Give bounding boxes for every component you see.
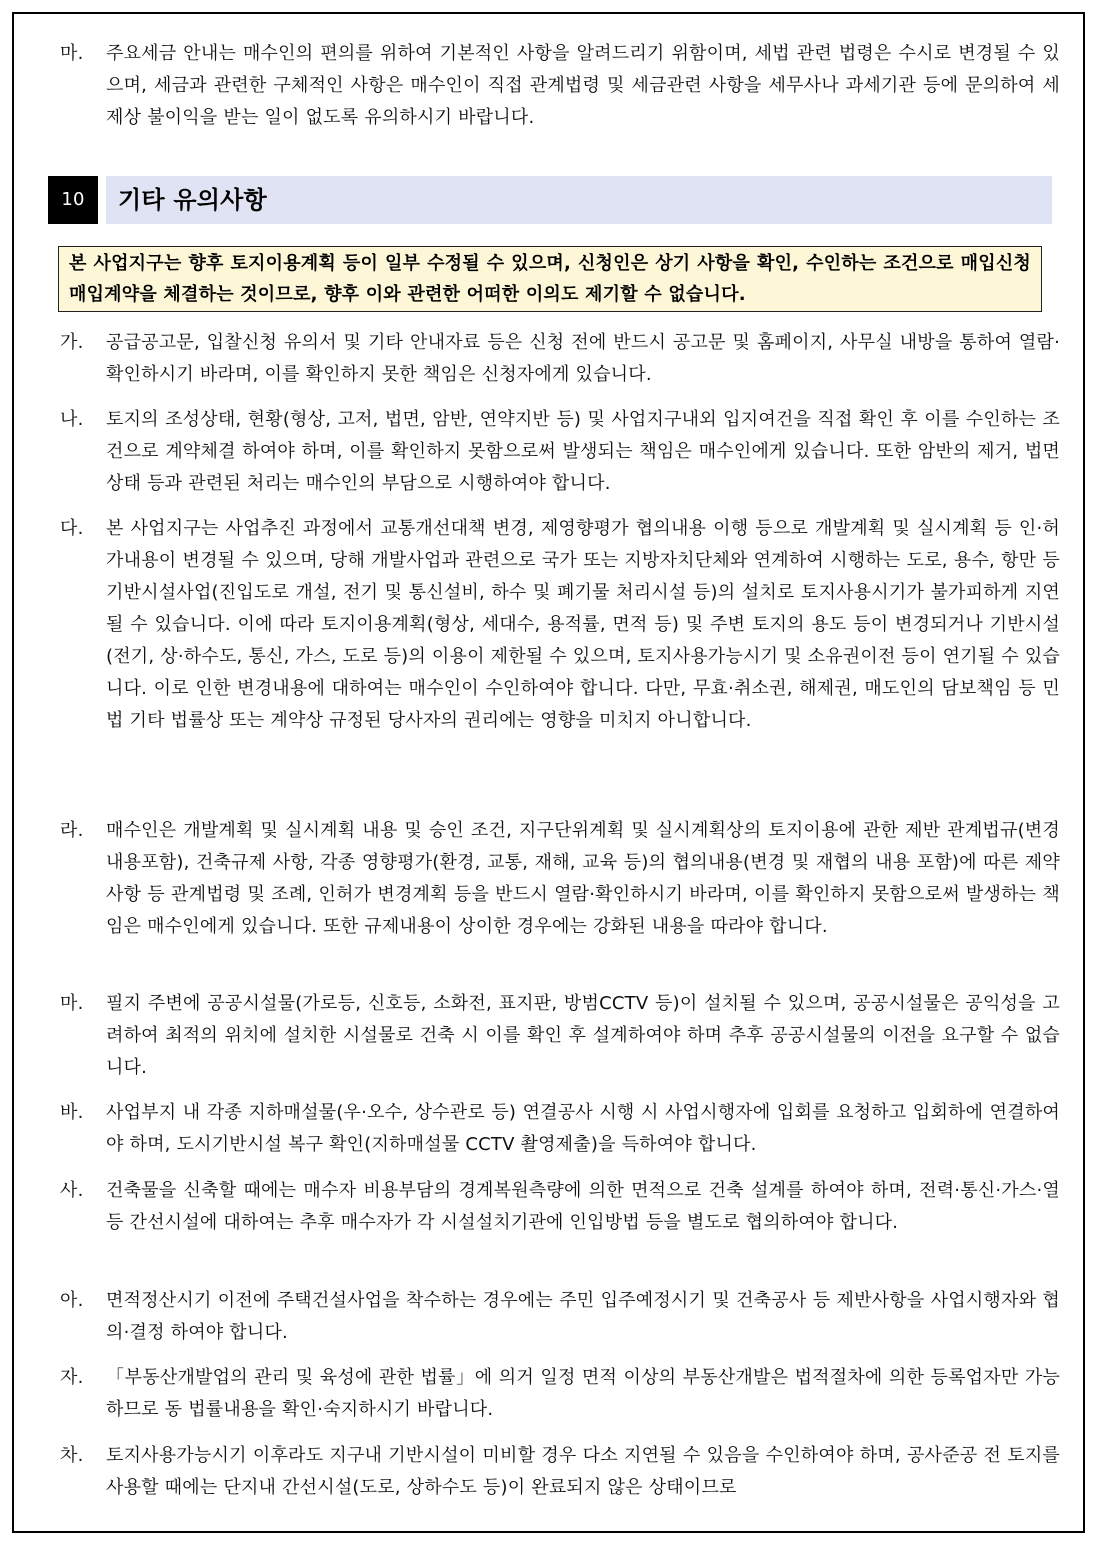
item-marker: 사.: [60, 1180, 84, 1201]
item-text: 사업부지 내 각종 지하매설물(우·오수, 상수관로 등) 연결공사 시행 시 사업시행자에 입회를 요청하고 입회하에 연결하여야 하며, 도시기반시설 복구 확인(지하매설물 CCTV 촬영제출)을 득하여야 합니다.: [106, 1102, 1060, 1155]
item-text: 「부동산개발업의 관리 및 육성에 관한 법률」에 의거 일정 면적 이상의 부동산개발은 법적절차에 의한 등록업자만 가능하므로 동 법률내용을 확인·숙지하시기 바랍니다.: [106, 1367, 1060, 1420]
notice-box: 본 사업지구는 향후 토지이용계획 등이 일부 수정될 수 있으며, 신청인은 상기 사항을 확인, 수인하는 조건으로 매입신청 매입계약을 체결하는 것이므로, 향후 이와 관련한 어떠한 이의도 제기할 수 없습니다.: [58, 246, 1042, 312]
item-marker: 다.: [60, 518, 84, 539]
item-marker: 아.: [60, 1290, 84, 1311]
item-text: 매수인은 개발계획 및 실시계획 내용 및 승인 조건, 지구단위계획 및 실시계획상의 토지이용에 관한 제반 관계법규(변경내용포함), 건축규제 사항, 각종 영향평가(환경, 교통, 재해, 교육 등)의 협의내용(변경 및 재협의 내용 포함)에 따른 제약사항 등 관계법령 및 조례, 인허가 변경계획 등을 반드시 열람·확인하시기 바라며, 이를 확인하지 못함으로써 발생하는 책임은 매수인에게 있습니다. 또한 규제내용이 상이한 경우에는 강화된 내용을 따라야 합니다.: [106, 820, 1060, 937]
list-item: [60, 1440, 1060, 1504]
item-marker: 마.: [60, 43, 84, 64]
list-item: [60, 327, 1060, 391]
item-text: 토지사용가능시기 이후라도 지구내 기반시설이 미비할 경우 다소 지연될 수 있음을 수인하여야 하며, 공사준공 전 토지를 사용할 때에는 단지내 간선시설(도로, 상하수도 등)이 완료되지 않은 상태이므로: [106, 1445, 1060, 1498]
list-item: [60, 513, 1060, 737]
item-marker: 바.: [60, 1102, 84, 1123]
item-marker: 차.: [60, 1445, 84, 1466]
list-item: [60, 1285, 1060, 1349]
item-marker: 자.: [60, 1367, 84, 1388]
item-marker: 나.: [60, 409, 84, 430]
item-text: 본 사업지구는 사업추진 과정에서 교통개선대책 변경, 제영향평가 협의내용 이행 등으로 개발계획 및 실시계획 등 인·허가내용이 변경될 수 있으며, 당해 개발사업과 관련으로 국가 또는 지방자치단체와 연계하여 시행하는 도로, 용수, 항만 등 기반시설사업(진입도로 개설, 전기 및 통신설비, 하수 및 폐기물 처리시설 등)의 설치로 토지사용시기가 불가피하게 지연될 수 있습니다. 이에 따라 토지이용계획(형상, 세대수, 용적률, 면적 등) 및 주변 토지의 용도 등이 변경되거나 기반시설(전기, 상·하수도, 통신, 가스, 도로 등)의 이용이 제한될 수 있으며, 토지사용가능시기 및 소유권이전 등이 연기될 수 있습니다. 이로 인한 변경내용에 대하여는 매수인이 수인하여야 합니다. 다만, 무효·취소권, 해제권, 매도인의 담보책임 등 민법 기타 법률상 또는 계약상 규정된 당사자의 권리에는 영향을 미치지 아니합니다.: [106, 518, 1060, 731]
section-number: 10: [48, 176, 98, 224]
item-marker: 마.: [60, 993, 84, 1014]
section-title: 기타 유의사항: [118, 186, 267, 214]
list-item: [60, 1175, 1060, 1239]
section-title-bar: [106, 176, 1052, 224]
item-text: 공급공고문, 입찰신청 유의서 및 기타 안내자료 등은 신청 전에 반드시 공고문 및 홈페이지, 사무실 내방을 통하여 열람·확인하시기 바라며, 이를 확인하지 못한 책임은 신청자에게 있습니다.: [106, 332, 1060, 385]
item-text: 면적정산시기 이전에 주택건설사업을 착수하는 경우에는 주민 입주예정시기 및 건축공사 등 제반사항을 사업시행자와 협의·결정 하여야 합니다.: [106, 1290, 1060, 1343]
section-header: [48, 176, 1052, 224]
list-item-intro: [60, 38, 1060, 134]
list-item: [60, 404, 1060, 500]
item-text: 토지의 조성상태, 현황(형상, 고저, 법면, 암반, 연약지반 등) 및 사업지구내외 입지여건을 직접 확인 후 이를 수인하는 조건으로 계약체결 하여야 하며, 이를 확인하지 못함으로써 발생되는 책임은 매수인에게 있습니다. 또한 암반의 제거, 법면상태 등과 관련된 처리는 매수인의 부담으로 시행하여야 합니다.: [106, 409, 1060, 494]
list-item: [60, 1362, 1060, 1426]
list-item: [60, 815, 1060, 943]
item-text: 건축물을 신축할 때에는 매수자 비용부담의 경계복원측량에 의한 면적으로 건축 설계를 하여야 하며, 전력·통신·가스·열 등 간선시설에 대하여는 추후 매수자가 각 시설설치기관에 인입방법 등을 별도로 협의하여야 합니다.: [106, 1180, 1060, 1233]
list-item: [60, 1097, 1060, 1161]
list-item: [60, 988, 1060, 1084]
item-text: 주요세금 안내는 매수인의 편의를 위하여 기본적인 사항을 알려드리기 위함이며, 세법 관련 법령은 수시로 변경될 수 있으며, 세금과 관련한 구체적인 사항은 매수인이 직접 관계법령 및 세금관련 사항을 세무사나 과세기관 등에 문의하여 세제상 불이익을 받는 일이 없도록 유의하시기 바랍니다.: [106, 43, 1060, 128]
item-marker: 라.: [60, 820, 84, 841]
item-marker: 가.: [60, 332, 84, 353]
item-text: 필지 주변에 공공시설물(가로등, 신호등, 소화전, 표지판, 방범CCTV 등)이 설치될 수 있으며, 공공시설물은 공익성을 고려하여 최적의 위치에 설치한 시설물로 건축 시 이를 확인 후 설계하여야 하며 추후 공공시설물의 이전을 요구할 수 없습니다.: [106, 993, 1060, 1078]
